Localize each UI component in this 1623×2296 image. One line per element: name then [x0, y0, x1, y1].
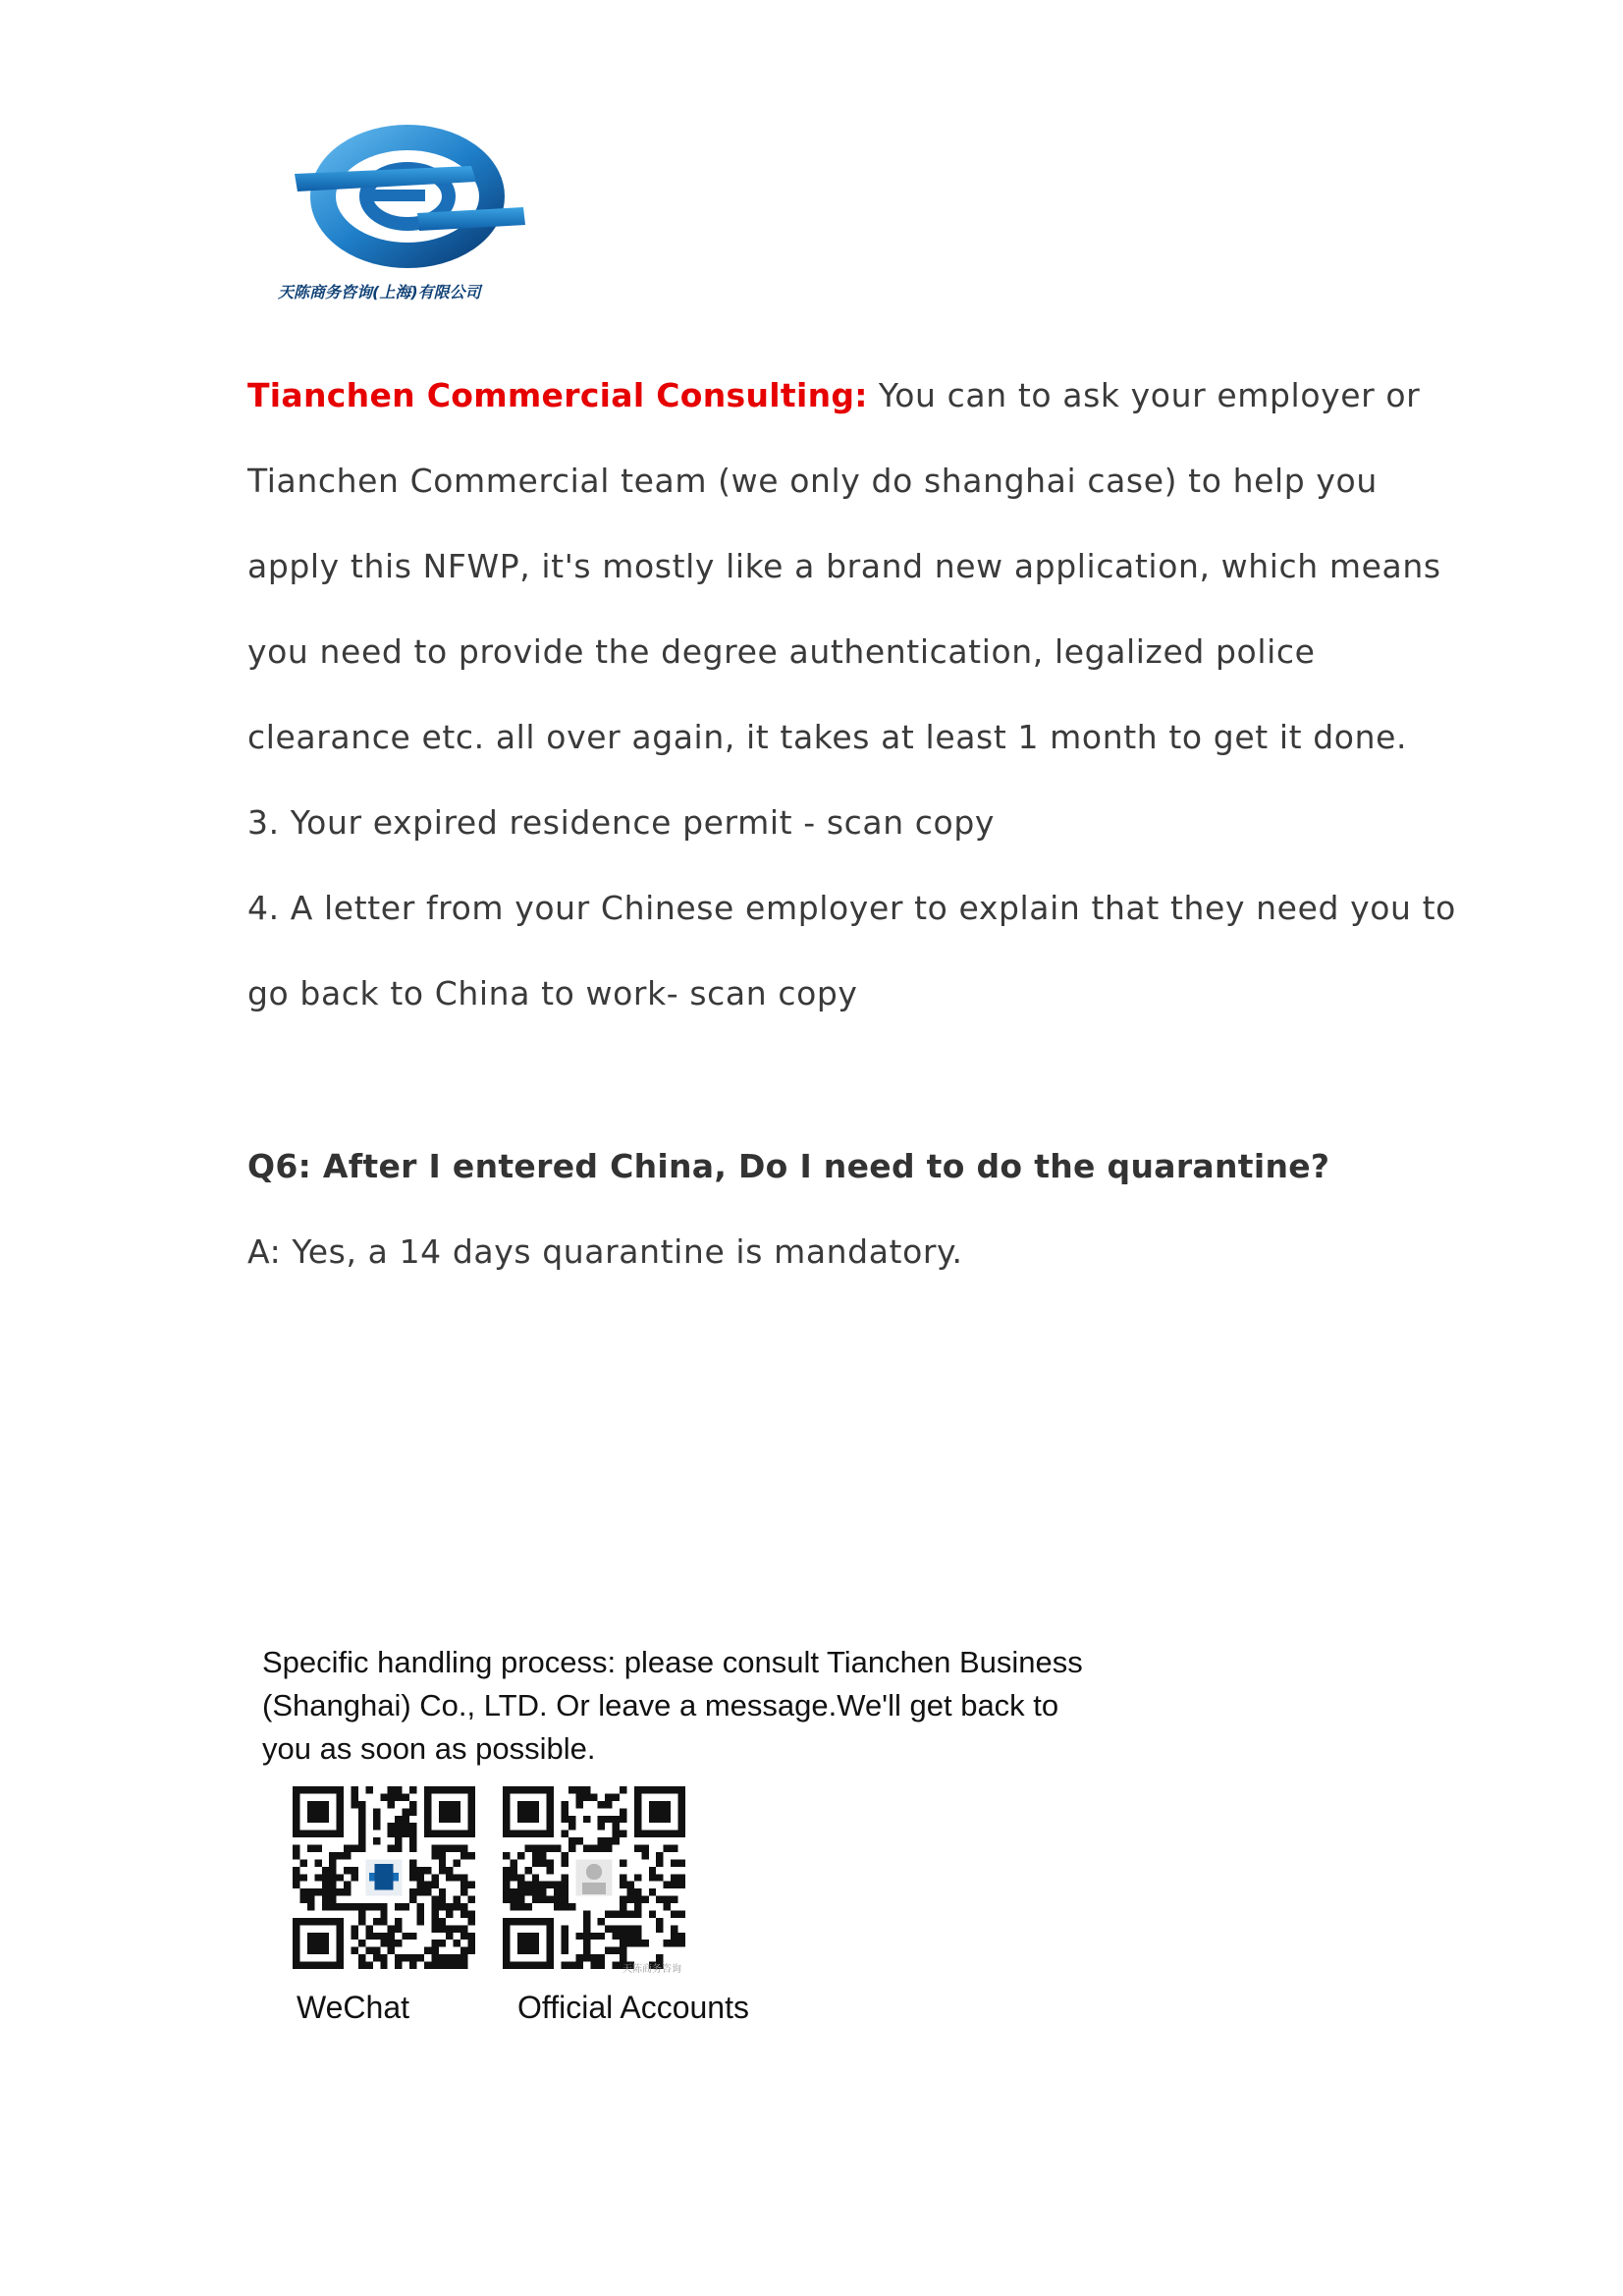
qr-watermark: 天陈商务咨询 — [622, 1964, 681, 1975]
answer-line-5: clearance etc. all over again, it takes at least 1 month to get it done. — [247, 718, 1408, 756]
company-logo — [270, 123, 555, 309]
list-item-4: 4. A letter from your Chinese employer to explain that they need you to — [247, 889, 1456, 927]
question-q6: Q6: After I entered China, Do I need to do the quarantine? — [247, 1147, 1330, 1185]
answer-line-1 — [247, 376, 1426, 414]
official-accounts-caption: Official Accounts — [517, 1990, 749, 2025]
contact-line-2: (Shanghai) Co., LTD. Or leave a message.We'll get back to — [262, 1688, 1059, 1722]
contact-line-1: Specific handling process: please consult Tianchen Business — [262, 1645, 1083, 1679]
tianchen-logo-icon — [270, 123, 555, 309]
official-accounts-qr-code-icon — [503, 1785, 685, 1970]
wechat-qr-code-icon — [293, 1785, 475, 1970]
answer-q6: A: Yes, a 14 days quarantine is mandatory. — [247, 1232, 963, 1271]
svg-text:天陈商务咨询(上海)有限公司: 天陈商务咨询(上海)有限公司 — [278, 283, 481, 301]
list-item-3: 3. Your expired residence permit - scan copy — [247, 803, 996, 842]
answer-line-3: apply this NFWP, it's mostly like a brand new application, which means — [247, 547, 1441, 585]
answer-line-1-text: You can to ask your employer or — [867, 376, 1421, 414]
brand-label: Tianchen Commercial Consulting: — [247, 376, 868, 414]
answer-line-2: Tianchen Commercial team (we only do shanghai case) to help you — [247, 462, 1378, 500]
list-item-4-continued: go back to China to work- scan copy — [247, 974, 858, 1012]
answer-line-4: you need to provide the degree authentication, legalized police — [247, 632, 1316, 671]
wechat-caption: WeChat — [297, 1990, 410, 2025]
contact-line-3: you as soon as possible. — [262, 1731, 596, 1766]
